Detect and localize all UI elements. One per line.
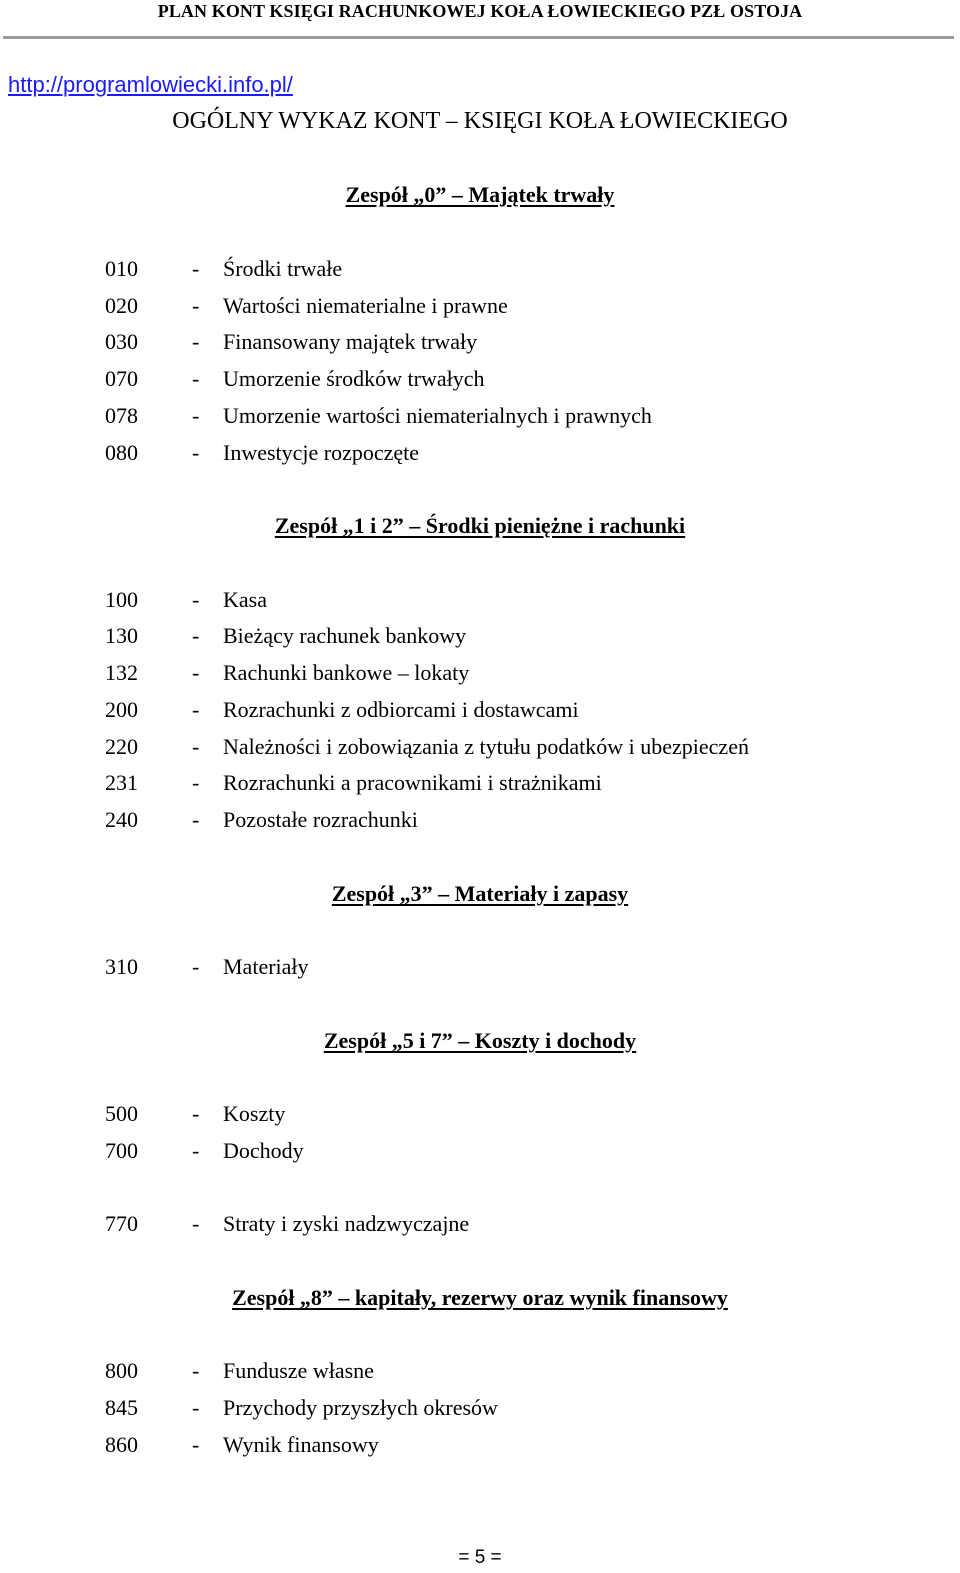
account-dash: - <box>192 623 200 648</box>
account-dash: - <box>192 587 200 612</box>
account-name: Umorzenie środków trwałych <box>223 366 485 391</box>
document-title: OGÓLNY WYKAZ KONT – KSIĘGI KOŁA ŁOWIECKIEGO <box>172 108 788 134</box>
header-divider <box>3 36 954 39</box>
account-name: Rozrachunki z odbiorcami i dostawcami <box>223 697 579 722</box>
website-link[interactable]: http://programlowiecki.info.pl/ <box>8 72 293 97</box>
account-code: 100 <box>105 587 138 612</box>
section-heading-8: Zespół „8” – kapitały, rezerwy oraz wynik finansowy <box>232 1285 728 1310</box>
account-name: Należności i zobowiązania z tytułu podatków i ubezpieczeń <box>223 734 749 759</box>
account-code: 078 <box>105 403 138 428</box>
account-dash: - <box>192 256 200 281</box>
account-name: Kasa <box>223 587 267 612</box>
account-name: Bieżący rachunek bankowy <box>223 623 467 648</box>
account-code: 860 <box>105 1432 138 1457</box>
account-dash: - <box>192 697 200 722</box>
account-code: 070 <box>105 366 138 391</box>
account-code: 770 <box>105 1211 138 1236</box>
section-heading-0: Zespół „0” – Majątek trwały <box>345 182 615 207</box>
account-dash: - <box>192 1395 200 1420</box>
account-name: Finansowany majątek trwały <box>223 329 478 354</box>
account-name: Środki trwałe <box>223 256 343 281</box>
account-name: Straty i zyski nadzwyczajne <box>223 1211 470 1236</box>
account-name: Rachunki bankowe – lokaty <box>223 660 470 685</box>
account-dash: - <box>192 293 200 318</box>
account-dash: - <box>192 660 200 685</box>
account-name: Umorzenie wartości niematerialnych i prawnych <box>223 403 652 428</box>
section-heading-3: Zespół „3” – Materiały i zapasy <box>331 881 629 906</box>
account-dash: - <box>192 366 200 391</box>
account-code: 240 <box>105 807 138 832</box>
section-heading-5-7: Zespół „5 i 7” – Koszty i dochody <box>323 1028 637 1053</box>
account-name: Materiały <box>223 954 309 979</box>
account-name: Przychody przyszłych okresów <box>223 1395 498 1420</box>
account-dash: - <box>192 329 200 354</box>
account-code: 500 <box>105 1101 138 1126</box>
account-dash: - <box>192 403 200 428</box>
account-code: 130 <box>105 623 138 648</box>
account-code: 020 <box>105 293 138 318</box>
account-code: 010 <box>105 256 138 281</box>
account-name: Rozrachunki a pracownikami i strażnikami <box>223 770 602 795</box>
account-dash: - <box>192 770 200 795</box>
page-number: = 5 = <box>458 1547 502 1568</box>
account-dash: - <box>192 1101 200 1126</box>
account-dash: - <box>192 1211 200 1236</box>
header-title: PLAN KONT KSIĘGI RACHUNKOWEJ KOŁA ŁOWIECKIEGO PZŁ OSTOJA <box>157 1 803 21</box>
account-code: 220 <box>105 734 138 759</box>
account-dash: - <box>192 954 200 979</box>
account-code: 030 <box>105 329 138 354</box>
account-code: 132 <box>105 660 138 685</box>
account-dash: - <box>192 1432 200 1457</box>
account-name: Dochody <box>223 1138 304 1163</box>
account-dash: - <box>192 1138 200 1163</box>
account-code: 231 <box>105 770 138 795</box>
account-dash: - <box>192 1358 200 1383</box>
account-name: Inwestycje rozpoczęte <box>223 440 420 465</box>
account-code: 310 <box>105 954 138 979</box>
account-code: 845 <box>105 1395 138 1420</box>
account-dash: - <box>192 440 200 465</box>
account-name: Wartości niematerialne i prawne <box>223 293 508 318</box>
account-name: Fundusze własne <box>223 1358 374 1383</box>
account-code: 800 <box>105 1358 138 1383</box>
account-dash: - <box>192 807 200 832</box>
account-code: 080 <box>105 440 138 465</box>
section-heading-1-2: Zespół „1 i 2” – Środki pieniężne i rachunki <box>274 513 686 538</box>
page-header <box>0 0 960 38</box>
account-name: Koszty <box>223 1101 286 1126</box>
account-dash: - <box>192 734 200 759</box>
account-code: 200 <box>105 697 138 722</box>
account-name: Wynik finansowy <box>223 1432 379 1457</box>
account-code: 700 <box>105 1138 138 1163</box>
account-name: Pozostałe rozrachunki <box>223 807 418 832</box>
